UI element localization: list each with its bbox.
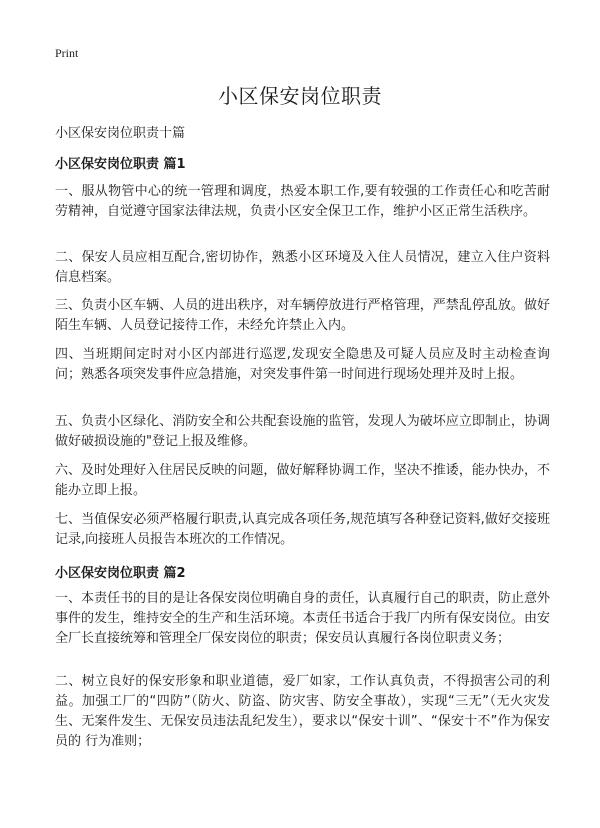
section-heading-2: 小区保安岗位职责 篇2 xyxy=(55,566,186,581)
print-label[interactable]: Print xyxy=(55,46,79,60)
document-subtitle: 小区保安岗位职责十篇 xyxy=(55,126,186,141)
paragraph: 二、树立良好的保安形象和职业道德，爱厂如家，工作认真负责，不得损害公司的利益。加强工厂的“四防”（防火、防盗、防灾害、防安全事故），实现“三无”（无火灾发生、无案件发生、无保安员违法乱纪发生），要求以“保安十训”、“保安十不”作为保安员的 行为准则； xyxy=(55,674,550,749)
paragraph: 一、本责任书的目的是让各保安岗位明确自身的责任，认真履行自己的职责，防止意外事件的发生，维持安全的生产和生活环境。本责任书适合于我厂内所有保安岗位。由安全厂长直接统筹和管理全厂保安岗位的职责；保安员认真履行各岗位职责义务； xyxy=(55,591,550,646)
paragraph: 二、保安人员应相互配合,密切协作，熟悉小区环境及入住人员情况，建立入住户资料信息档案。 xyxy=(55,250,550,285)
paragraph: 四、当班期间定时对小区内部进行巡逻,发现安全隐患及可疑人员应及时主动检查询问；熟悉各项突发事件应急措施，对突发事件第一时间进行现场处理并及时上报。 xyxy=(55,347,550,382)
paragraph: 三、负责小区车辆、人员的进出秩序，对车辆停放进行严格管理，严禁乱停乱放。做好陌生车辆、人员登记接待工作，未经允许禁止入内。 xyxy=(55,298,550,333)
paragraph: 五、负责小区绿化、消防安全和公共配套设施的监管，发现人为破坏应立即制止，协调做好破损设施的"登记上报及维修。 xyxy=(55,414,550,449)
paragraph: 六、及时处理好入住居民反映的问题，做好解释协调工作，坚决不推诿，能办快办，不能办立即上报。 xyxy=(55,463,550,498)
section-heading-1: 小区保安岗位职责 篇1 xyxy=(55,157,186,172)
document-title: 小区保安岗位职责 xyxy=(218,84,382,108)
paragraph: 一、服从物管中心的统一管理和调度，热爱本职工作,要有较强的工作责任心和吃苦耐劳精神，自觉遵守国家法律法规，负责小区安全保卫工作，维护小区正常生活秩序。 xyxy=(55,184,550,219)
paragraph: 七、当值保安必须严格履行职责,认真完成各项任务,规范填写各种登记资料,做好交接班记录,向接班人员报告本班次的工作情况。 xyxy=(55,512,550,547)
